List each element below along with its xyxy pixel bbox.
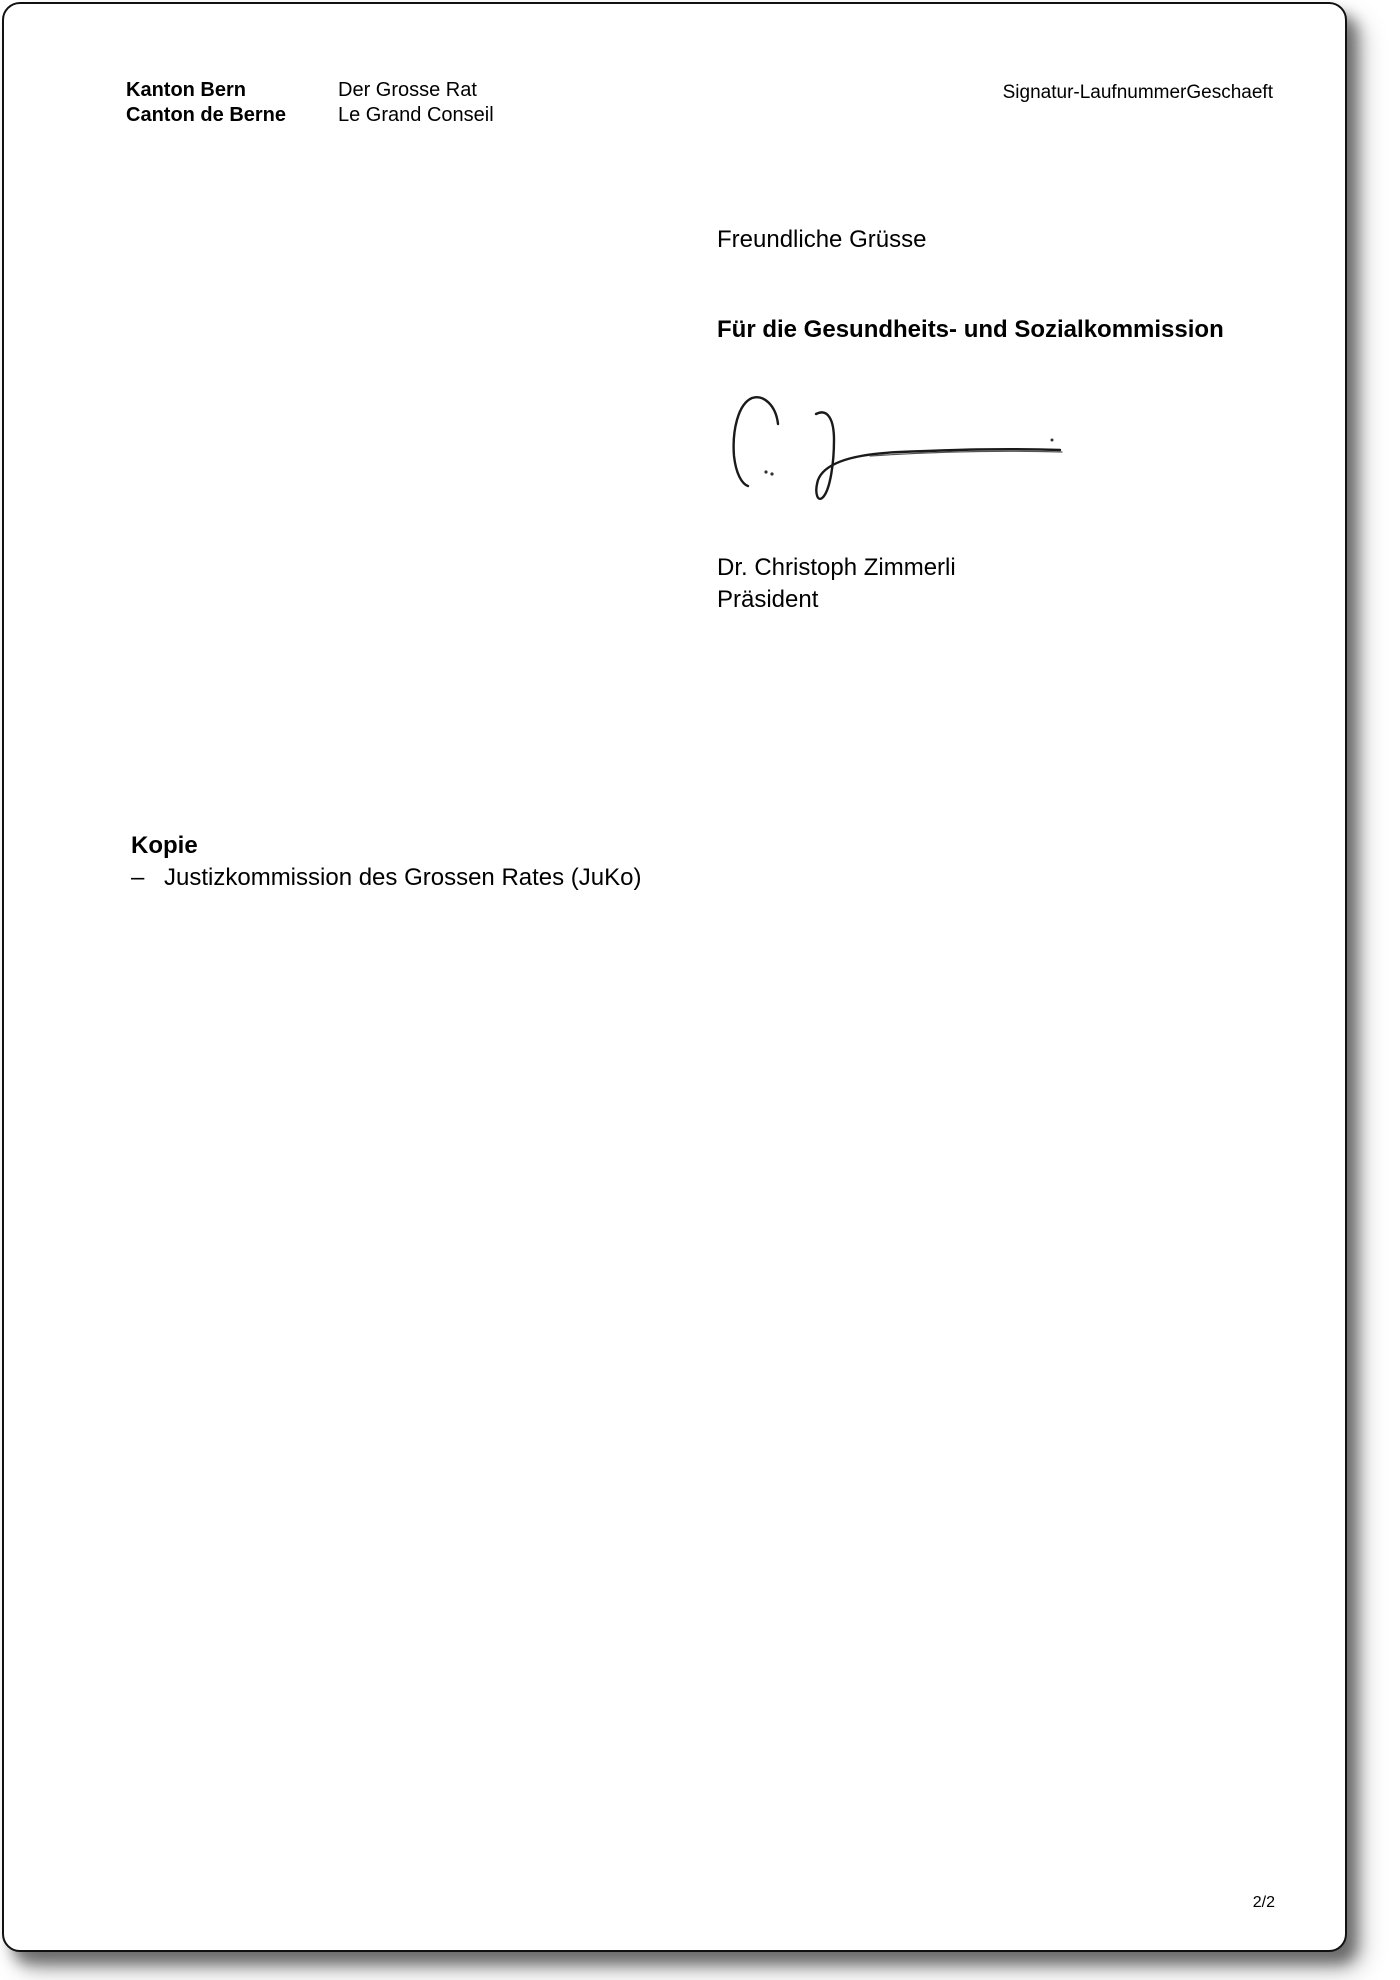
letterhead-canton xyxy=(126,78,286,128)
document-reference: Signatur-LaufnummerGeschaeft xyxy=(1002,82,1273,103)
letterhead-body xyxy=(338,78,494,128)
copy-recipient: Justizkommission des Grossen Rates (JuKo) xyxy=(164,864,642,891)
list-item xyxy=(131,862,642,894)
copy-heading: Kopie xyxy=(131,832,198,859)
page-number: 2/2 xyxy=(1252,1894,1275,1911)
signer-block xyxy=(717,552,956,616)
closing-salutation: Freundliche Grüsse xyxy=(717,226,927,253)
signer-title: Präsident xyxy=(717,586,819,613)
body-name-de: Der Grosse Rat xyxy=(338,79,477,101)
signer-name: Dr. Christoph Zimmerli xyxy=(717,554,956,581)
committee-line: Für die Gesundheits- und Sozialkommission xyxy=(717,316,1224,343)
list-marker: – xyxy=(131,864,145,891)
canton-name-de: Kanton Bern xyxy=(126,79,246,101)
document-page xyxy=(2,2,1347,1952)
canton-name-fr: Canton de Berne xyxy=(126,104,287,126)
handwritten-signature xyxy=(730,376,1075,512)
copy-section xyxy=(131,830,642,894)
body-name-fr: Le Grand Conseil xyxy=(338,104,494,126)
